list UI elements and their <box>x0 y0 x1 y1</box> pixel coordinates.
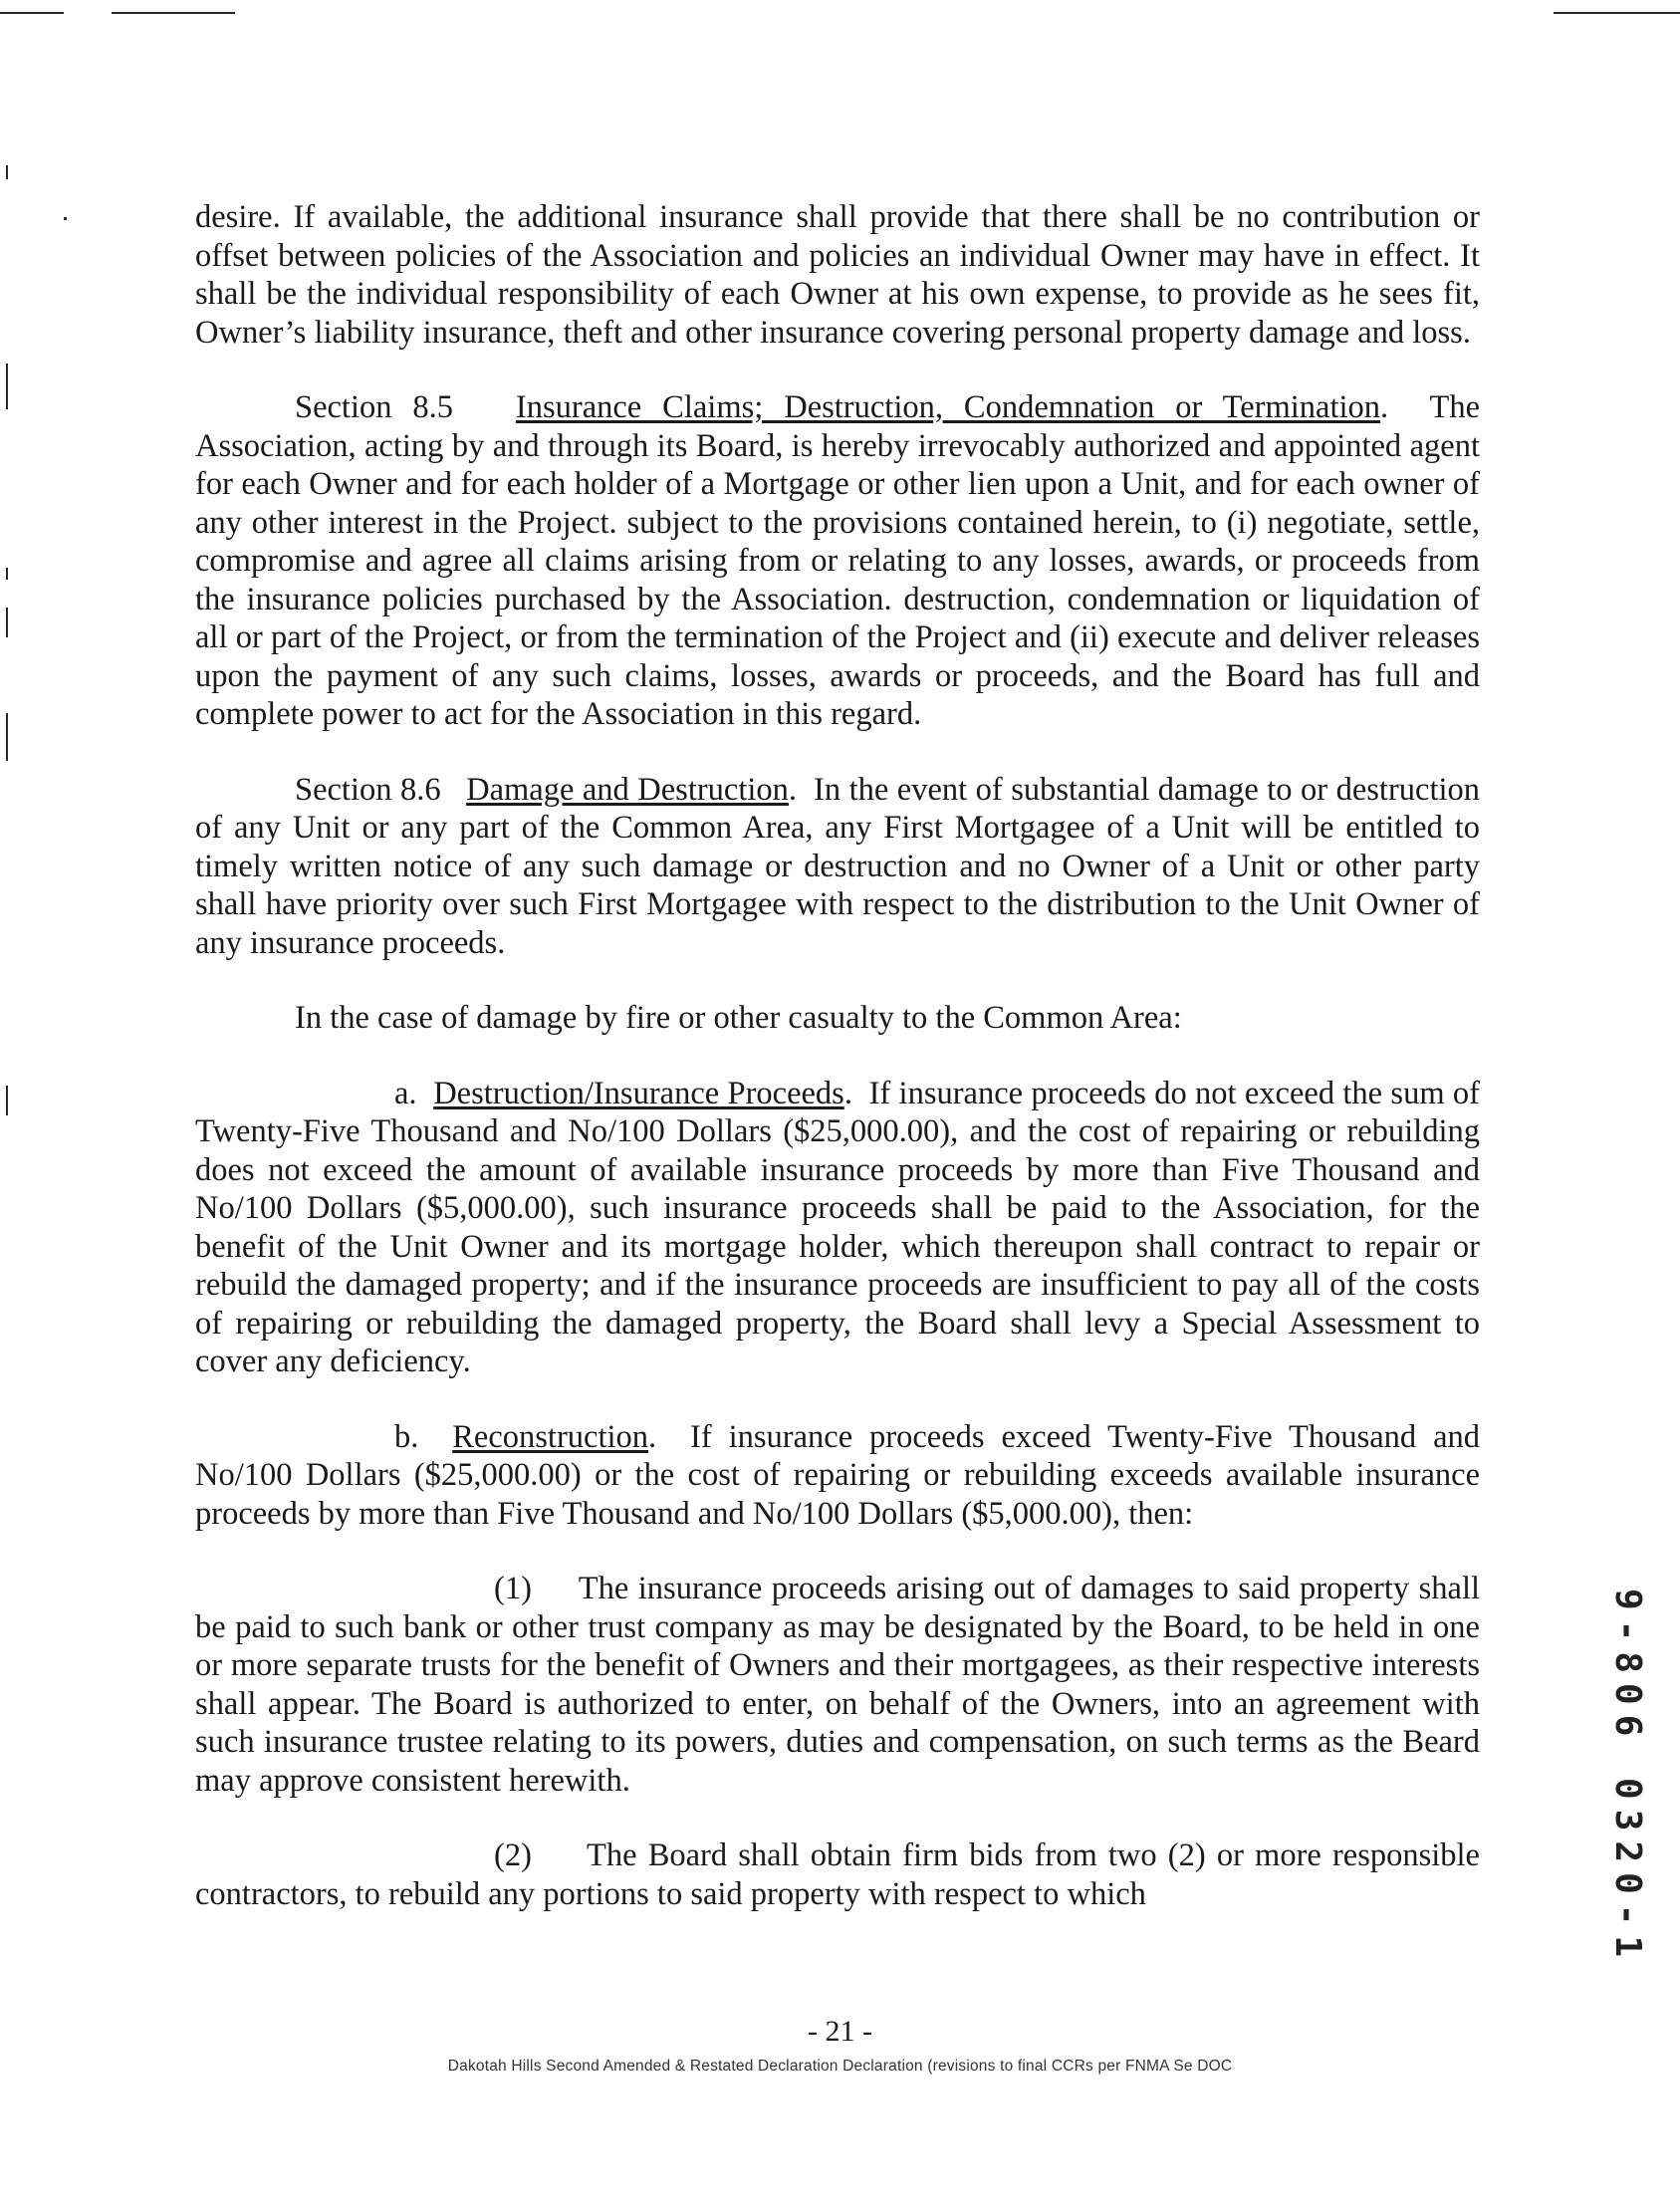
item-a-label: a. <box>394 1075 417 1111</box>
sub-item-2 <box>195 1836 1480 1913</box>
sub-item-2-label: (2) <box>494 1837 532 1873</box>
sub-item-1-label: (1) <box>494 1571 532 1606</box>
item-b-heading: Reconstruction <box>452 1418 649 1455</box>
scan-artifact-dot <box>64 217 67 220</box>
sub-item-1 <box>195 1570 1480 1800</box>
scan-artifact-top-rule-mid <box>112 12 235 14</box>
item-a: a. Destruction/Insurance Proceeds. If insurance proceeds do not exceed the sum of Twenty-Five Thousand and No/100 Dollars ($25,000.00), and the cost of repairing or rebuilding does not exceed the amount of available insurance proceeds by more than Five Thousand and No/100 Dollars ($5,000.00), such insurance proceeds shall be paid to the Association, for the benefit of the Unit Owner and its mortgage holder, which thereupon shall contract to repair or rebuild the damaged property; and if the insurance proceeds are insufficient to pay all of the costs of repairing or rebuilding the damaged property, the Board shall levy a Special Assessment to cover any deficiency. <box>195 1075 1480 1379</box>
scan-artifact-left-mark-4 <box>6 608 8 637</box>
section-8-5-text: The Association, acting by and through its Board, is hereby irrevocably authorized and appointed agent for each Owner and for each holder of a Mortgage or other lien upon a Unit, and for each owner of any other interest in the Project. subject to the provisions contained herein, to (i) negotiate, settle, compromise and agree all claims arising from or relating to any losses, awards, or proceeds from the insurance policies purchased by the Association. destruction, condemnation or liquidation of all or part of the Project, or from the termination of the Project and (ii) execute and deliver releases upon the payment of any such claims, losses, awards or proceeds, and the Board has full and complete power to act for the Association in this regard. <box>195 389 1481 732</box>
section-8-5-heading: Insurance Claims; Destruction, Condemnation or Termination <box>515 389 1381 425</box>
scan-artifact-left-mark-5 <box>6 713 8 761</box>
sub-item-2-text: The Board shall obtain firm bids from two (2) or more responsible contractors, to rebuild any portions to said property with respect to which <box>195 1837 1480 1912</box>
scan-artifact-left-mark-1 <box>6 165 8 179</box>
section-8-6: Section 8.6 Damage and Destruction. In the event of substantial damage to or destruction of any Unit or any part of the Common Area, any First Mortgagee of a Unit will be entitled to timely written notice of any such damage or destruction and no Owner of a Unit or other party shall have priority over such First Mortgagee with respect to the distribution to the Unit Owner of any insurance proceeds. <box>195 771 1481 961</box>
scan-artifact-left-mark-2 <box>6 364 8 409</box>
sub-item-1-text: The insurance proceeds arising out of damages to said property shall be paid to such bank or other trust company as may be designated by the Board, to be held in one or more separate trusts for the benefit of Owners and their mortgagees, as their respective interests shall appear. The Board is authorized to enter, on behalf of the Owners, into an agreement with such insurance trustee relating to its powers, duties and compensation, on such terms as the Beard may approve consistent herewith. <box>195 1571 1481 1799</box>
scan-artifact-left-mark-6 <box>6 1086 8 1115</box>
document-body <box>195 198 1480 1950</box>
item-b: b. Reconstruction. If insurance proceeds exceed Twenty-Five Thousand and No/100 Dollars ($25,000.00) or the cost of repairing or rebuilding exceeds available insurance proceeds by more than Five Thousand and No/100 Dollars ($5,000.00), then: <box>195 1418 1481 1532</box>
item-a-heading: Destruction/Insurance Proceeds <box>433 1075 844 1111</box>
margin-recording-stamp: 9-806 0320-1 <box>1607 1589 1648 1968</box>
scan-artifact-top-rule-right <box>1554 12 1680 14</box>
casualty-intro: In the case of damage by fire or other casualty to the Common Area: <box>295 1000 1182 1036</box>
item-a-text: If insurance proceeds do not exceed the sum of Twenty-Five Thousand and No/100 Dollars ($25,000.00), and the cost of repairing or rebuilding does not exceed the amount of available insurance proceeds by more than Five Thousand and No/100 Dollars ($5,000.00), such insurance proceeds shall be paid to the Association, for the benefit of the Unit Owner and its mortgage holder, which thereupon shall contract to repair or rebuild the damaged property; and if the insurance proceeds are insufficient to pay all of the costs of repairing or rebuilding the damaged property, the Board shall levy a Special Assessment to cover any deficiency. <box>195 1075 1480 1379</box>
scan-artifact-left-mark-3 <box>6 568 8 580</box>
scan-artifact-top-rule-left <box>0 12 64 14</box>
section-8-6-text: In the event of substantial damage to or destruction of any Unit or any part of the Common Area, any First Mortgagee of a Unit will be entitled to timely written notice of any such damage or destruction and no Owner of a Unit or other party shall have priority over such First Mortgagee with respect to the distribution to the Unit Owner of any insurance proceeds. <box>195 771 1481 961</box>
document-footer: Dakotah Hills Second Amended & Restated Declaration Declaration (revisions to final CCRs per FNMA Se DOC <box>447 2058 1233 2075</box>
continuation-paragraph: desire. If available, the additional insurance shall provide that there shall be no contribution or offset between policies of the Association and policies an individual Owner may have in effect. It shall be the individual responsibility of each Owner at his own expense, to provide as he sees fit, Owner’s liability insurance, theft and other insurance covering personal property damage and loss. <box>195 199 1480 351</box>
page-number: - 21 - <box>808 2015 872 2048</box>
section-8-6-number: Section 8.6 <box>295 771 441 808</box>
section-8-6-heading: Damage and Destruction <box>466 771 789 808</box>
section-8-5-number: Section 8.5 <box>295 389 454 425</box>
section-8-5: Section 8.5 Insurance Claims; Destruction, Condemnation or Termination. The Association, acting by and through its Board, is hereby irrevocably authorized and appointed agent for each Owner and for each holder of a Mortgage or other lien upon a Unit, and for each owner of any other interest in the Project. subject to the provisions contained herein, to (i) negotiate, settle, compromise and agree all claims arising from or relating to any losses, awards, or proceeds from the insurance policies purchased by the Association. destruction, condemnation or liquidation of all or part of the Project, or from the termination of the Project and (ii) execute and deliver releases upon the payment of any such claims, losses, awards or proceeds, and the Board has full and complete power to act for the Association in this regard. <box>195 389 1481 732</box>
item-b-label: b. <box>394 1418 419 1455</box>
item-b-text: If insurance proceeds exceed Twenty-Five Thousand and No/100 Dollars ($25,000.00) or the cost of repairing or rebuilding exceeds available insurance proceeds by more than Five Thousand and No/100 Dollars ($5,000.00), then: <box>195 1418 1481 1532</box>
